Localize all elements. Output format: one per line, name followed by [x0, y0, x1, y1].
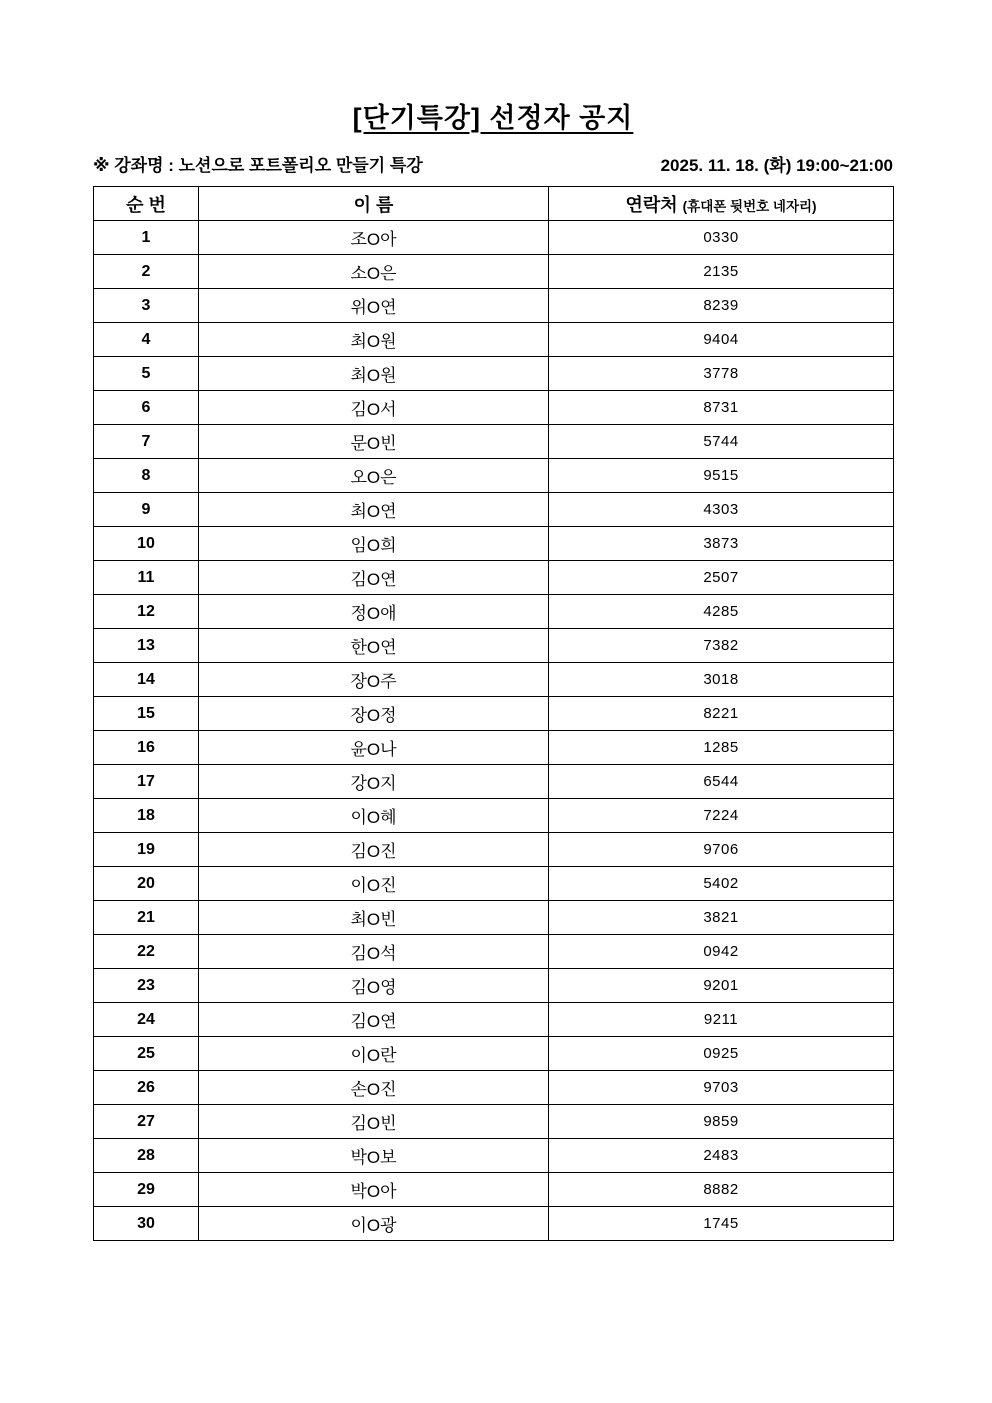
- cell-contact: 1745: [549, 1207, 894, 1241]
- table-row: [94, 867, 894, 901]
- cell-name: 김O연: [199, 561, 549, 595]
- table-row: [94, 425, 894, 459]
- cell-name: 박O아: [199, 1173, 549, 1207]
- table-row: [94, 663, 894, 697]
- table-row: [94, 629, 894, 663]
- cell-contact: 8882: [549, 1173, 894, 1207]
- column-header-contact: [549, 187, 894, 221]
- cell-name: 한O연: [199, 629, 549, 663]
- column-header-no: 순 번: [94, 187, 199, 221]
- cell-name: 김O석: [199, 935, 549, 969]
- cell-no: 22: [94, 935, 199, 969]
- table-row: [94, 289, 894, 323]
- table-row: [94, 221, 894, 255]
- cell-contact: 0330: [549, 221, 894, 255]
- cell-contact: 7382: [549, 629, 894, 663]
- roster-table-body: [94, 221, 894, 1241]
- column-header-contact-note: (휴대폰 뒷번호 네자리): [682, 198, 817, 214]
- cell-name: 이O혜: [199, 799, 549, 833]
- cell-name: 김O서: [199, 391, 549, 425]
- cell-contact: 3821: [549, 901, 894, 935]
- table-row: [94, 833, 894, 867]
- table-row: [94, 765, 894, 799]
- cell-no: 26: [94, 1071, 199, 1105]
- cell-no: 27: [94, 1105, 199, 1139]
- cell-name: 윤O나: [199, 731, 549, 765]
- table-row: [94, 527, 894, 561]
- cell-name: 임O희: [199, 527, 549, 561]
- table-row: [94, 1105, 894, 1139]
- cell-no: 7: [94, 425, 199, 459]
- cell-contact: 0925: [549, 1037, 894, 1071]
- cell-contact: 8731: [549, 391, 894, 425]
- cell-no: 18: [94, 799, 199, 833]
- cell-contact: 3778: [549, 357, 894, 391]
- table-row: [94, 1071, 894, 1105]
- cell-name: 오O은: [199, 459, 549, 493]
- cell-contact: 8221: [549, 697, 894, 731]
- cell-contact: 9703: [549, 1071, 894, 1105]
- column-header-contact-label: 연락처: [625, 194, 678, 215]
- table-row: [94, 969, 894, 1003]
- cell-no: 16: [94, 731, 199, 765]
- page-title-text: [단기특강] 선정자 공지: [352, 103, 634, 133]
- cell-no: 21: [94, 901, 199, 935]
- table-row: [94, 1207, 894, 1241]
- cell-name: 장O주: [199, 663, 549, 697]
- cell-no: 23: [94, 969, 199, 1003]
- cell-name: 최O원: [199, 357, 549, 391]
- cell-no: 11: [94, 561, 199, 595]
- page-title: [93, 96, 893, 135]
- cell-no: 13: [94, 629, 199, 663]
- cell-contact: 9859: [549, 1105, 894, 1139]
- cell-contact: 3018: [549, 663, 894, 697]
- cell-name: 김O빈: [199, 1105, 549, 1139]
- table-header-row: [94, 187, 894, 221]
- cell-no: 1: [94, 221, 199, 255]
- cell-contact: 9201: [549, 969, 894, 1003]
- cell-no: 8: [94, 459, 199, 493]
- table-row: [94, 357, 894, 391]
- cell-contact: 5744: [549, 425, 894, 459]
- meta-row: [93, 151, 893, 176]
- cell-contact: 1285: [549, 731, 894, 765]
- cell-no: 29: [94, 1173, 199, 1207]
- cell-no: 3: [94, 289, 199, 323]
- table-row: [94, 901, 894, 935]
- table-row: [94, 1139, 894, 1173]
- cell-name: 김O연: [199, 1003, 549, 1037]
- cell-no: 30: [94, 1207, 199, 1241]
- table-row: [94, 255, 894, 289]
- cell-name: 최O빈: [199, 901, 549, 935]
- cell-contact: 9515: [549, 459, 894, 493]
- cell-contact: 3873: [549, 527, 894, 561]
- column-header-name: 이 름: [199, 187, 549, 221]
- cell-no: 15: [94, 697, 199, 731]
- roster-table: [93, 186, 894, 1241]
- cell-name: 강O지: [199, 765, 549, 799]
- cell-no: 2: [94, 255, 199, 289]
- cell-name: 최O원: [199, 323, 549, 357]
- cell-contact: 9404: [549, 323, 894, 357]
- schedule-datetime: 2025. 11. 18. (화) 19:00~21:00: [660, 156, 893, 175]
- cell-name: 이O란: [199, 1037, 549, 1071]
- cell-name: 최O연: [199, 493, 549, 527]
- cell-contact: 7224: [549, 799, 894, 833]
- cell-name: 위O연: [199, 289, 549, 323]
- cell-no: 20: [94, 867, 199, 901]
- cell-no: 9: [94, 493, 199, 527]
- course-name: ※ 강좌명 : 노션으로 포트폴리오 만들기 특강: [93, 156, 423, 175]
- cell-no: 14: [94, 663, 199, 697]
- cell-name: 김O영: [199, 969, 549, 1003]
- cell-name: 소O은: [199, 255, 549, 289]
- cell-no: 19: [94, 833, 199, 867]
- table-row: [94, 561, 894, 595]
- cell-no: 6: [94, 391, 199, 425]
- cell-no: 17: [94, 765, 199, 799]
- cell-contact: 9706: [549, 833, 894, 867]
- cell-no: 12: [94, 595, 199, 629]
- cell-name: 정O애: [199, 595, 549, 629]
- table-row: [94, 1037, 894, 1071]
- cell-no: 4: [94, 323, 199, 357]
- cell-name: 박O보: [199, 1139, 549, 1173]
- cell-name: 김O진: [199, 833, 549, 867]
- cell-contact: 8239: [549, 289, 894, 323]
- table-row: [94, 459, 894, 493]
- cell-name: 조O아: [199, 221, 549, 255]
- table-row: [94, 493, 894, 527]
- cell-contact: 4285: [549, 595, 894, 629]
- cell-no: 5: [94, 357, 199, 391]
- cell-contact: 2507: [549, 561, 894, 595]
- table-row: [94, 799, 894, 833]
- cell-name: 장O정: [199, 697, 549, 731]
- cell-name: 손O진: [199, 1071, 549, 1105]
- cell-contact: 9211: [549, 1003, 894, 1037]
- cell-contact: 2483: [549, 1139, 894, 1173]
- cell-contact: 4303: [549, 493, 894, 527]
- cell-name: 이O광: [199, 1207, 549, 1241]
- cell-contact: 6544: [549, 765, 894, 799]
- cell-contact: 5402: [549, 867, 894, 901]
- cell-contact: 0942: [549, 935, 894, 969]
- table-row: [94, 935, 894, 969]
- document-page: [93, 96, 893, 1241]
- cell-no: 10: [94, 527, 199, 561]
- cell-no: 25: [94, 1037, 199, 1071]
- cell-no: 24: [94, 1003, 199, 1037]
- table-row: [94, 731, 894, 765]
- cell-name: 이O진: [199, 867, 549, 901]
- table-row: [94, 1003, 894, 1037]
- table-row: [94, 697, 894, 731]
- table-row: [94, 323, 894, 357]
- cell-name: 문O빈: [199, 425, 549, 459]
- table-row: [94, 391, 894, 425]
- cell-contact: 2135: [549, 255, 894, 289]
- table-row: [94, 1173, 894, 1207]
- cell-no: 28: [94, 1139, 199, 1173]
- table-row: [94, 595, 894, 629]
